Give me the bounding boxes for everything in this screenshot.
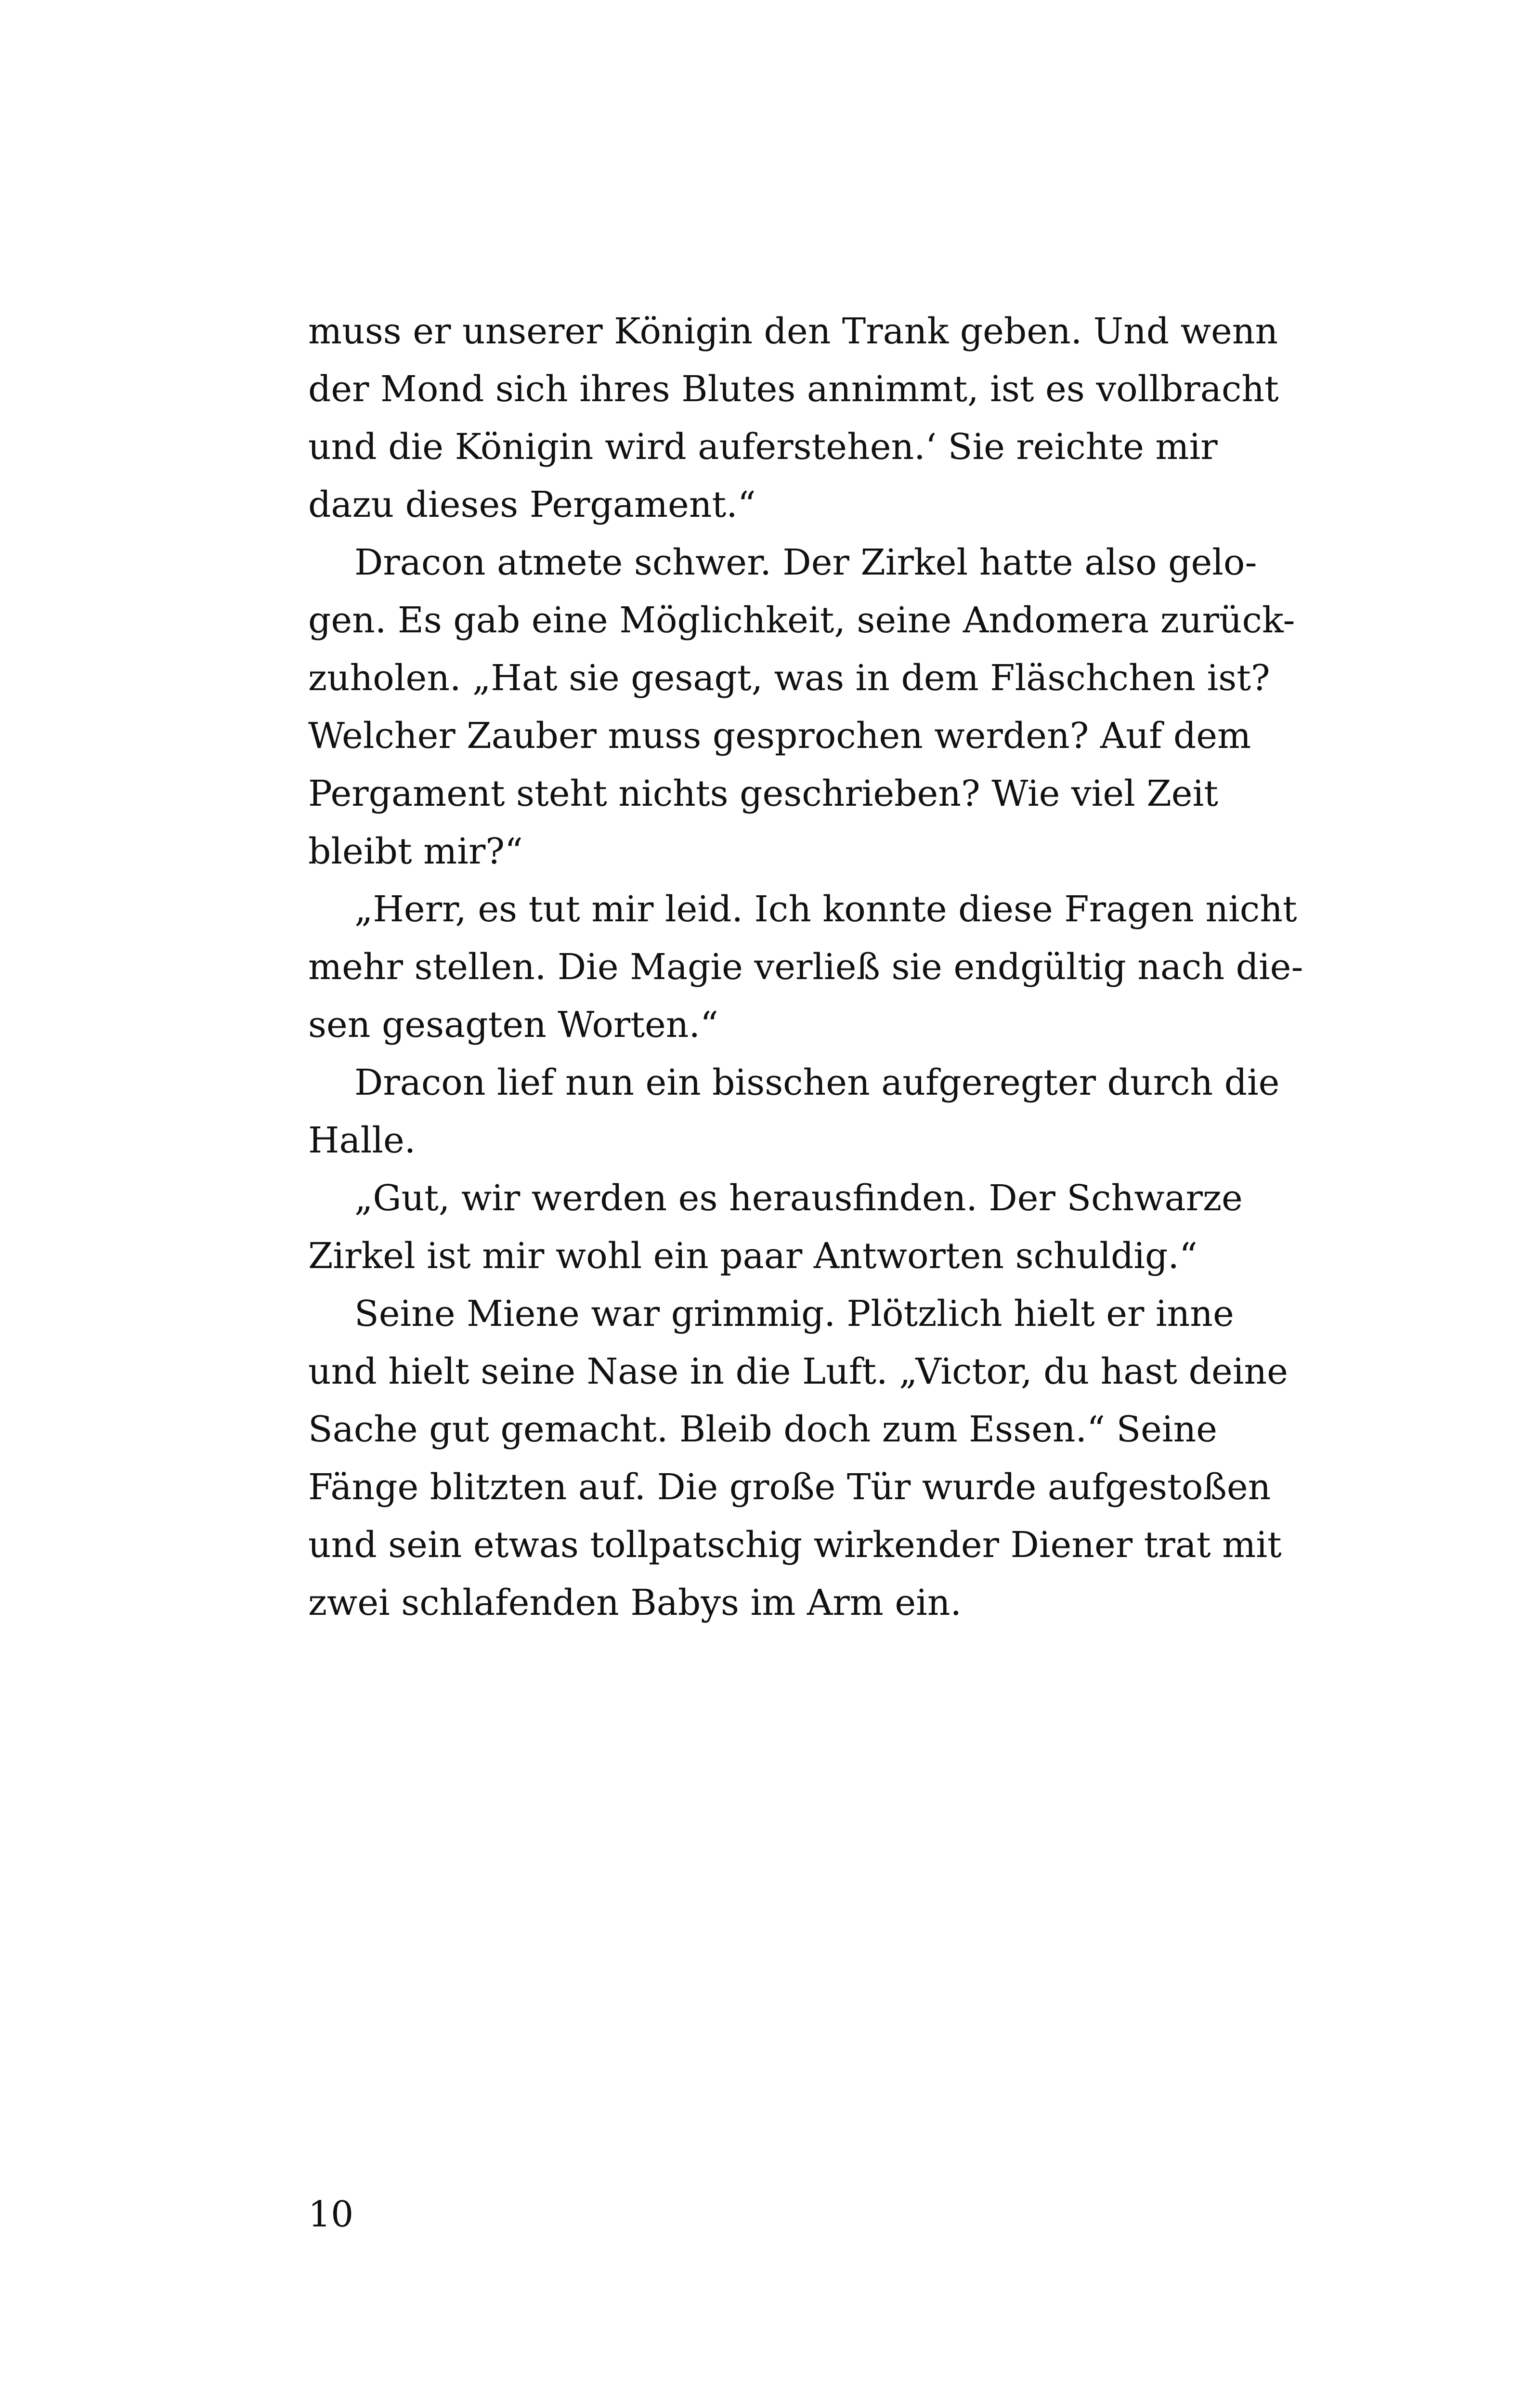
text-line: zwei schlafenden Babys im Arm ein. bbox=[308, 1582, 962, 1623]
text-line: muss er unserer Königin den Trank geben. Und wenn bbox=[308, 311, 1278, 352]
text-line: dazu dieses Pergament.“ bbox=[308, 484, 756, 525]
page-number: 10 bbox=[308, 2194, 354, 2235]
text-line: Sache gut gemacht. Bleib doch zum Essen.“ Seine bbox=[308, 1409, 1218, 1450]
text-line: Halle. bbox=[308, 1120, 416, 1161]
text-line: der Mond sich ihres Blutes annimmt, ist es vollbracht bbox=[308, 368, 1279, 410]
text-line: gen. Es gab eine Möglichkeit, seine Andomera zurück- bbox=[308, 600, 1295, 641]
text-line: Pergament steht nichts geschrieben? Wie viel Zeit bbox=[308, 773, 1218, 814]
text-line: bleibt mir?“ bbox=[308, 831, 523, 872]
text-line: Welcher Zauber muss gesprochen werden? Auf dem bbox=[308, 715, 1251, 757]
text-line: und hielt seine Nase in die Luft. „Victor, du hast deine bbox=[308, 1351, 1288, 1392]
text-line: Seine Miene war grimmig. Plötzlich hielt er inne bbox=[354, 1293, 1234, 1335]
text-line: Dracon atmete schwer. Der Zirkel hatte also gelo- bbox=[354, 542, 1257, 583]
text-line: Zirkel ist mir wohl ein paar Antworten schuldig.“ bbox=[308, 1235, 1198, 1277]
body-text bbox=[308, 302, 1303, 1632]
text-line: Dracon lief nun ein bisschen aufgeregter durch die bbox=[354, 1062, 1280, 1103]
text-line: zuholen. „Hat sie gesagt, was in dem Fläschchen ist? bbox=[308, 657, 1270, 699]
text-line: und die Königin wird auferstehen.‘ Sie reichte mir bbox=[308, 426, 1218, 468]
text-line: mehr stellen. Die Magie verließ sie endgültig nach die- bbox=[308, 946, 1303, 988]
text-line: „Gut, wir werden es herausfinden. Der Schwarze bbox=[354, 1178, 1243, 1219]
text-line: „Herr, es tut mir leid. Ich konnte diese Fragen nicht bbox=[354, 889, 1297, 930]
text-line: sen gesagten Worten.“ bbox=[308, 1004, 718, 1046]
text-line: Fänge blitzten auf. Die große Tür wurde aufgestoßen bbox=[308, 1466, 1271, 1508]
text-line: und sein etwas tollpatschig wirkender Diener trat mit bbox=[308, 1524, 1282, 1566]
